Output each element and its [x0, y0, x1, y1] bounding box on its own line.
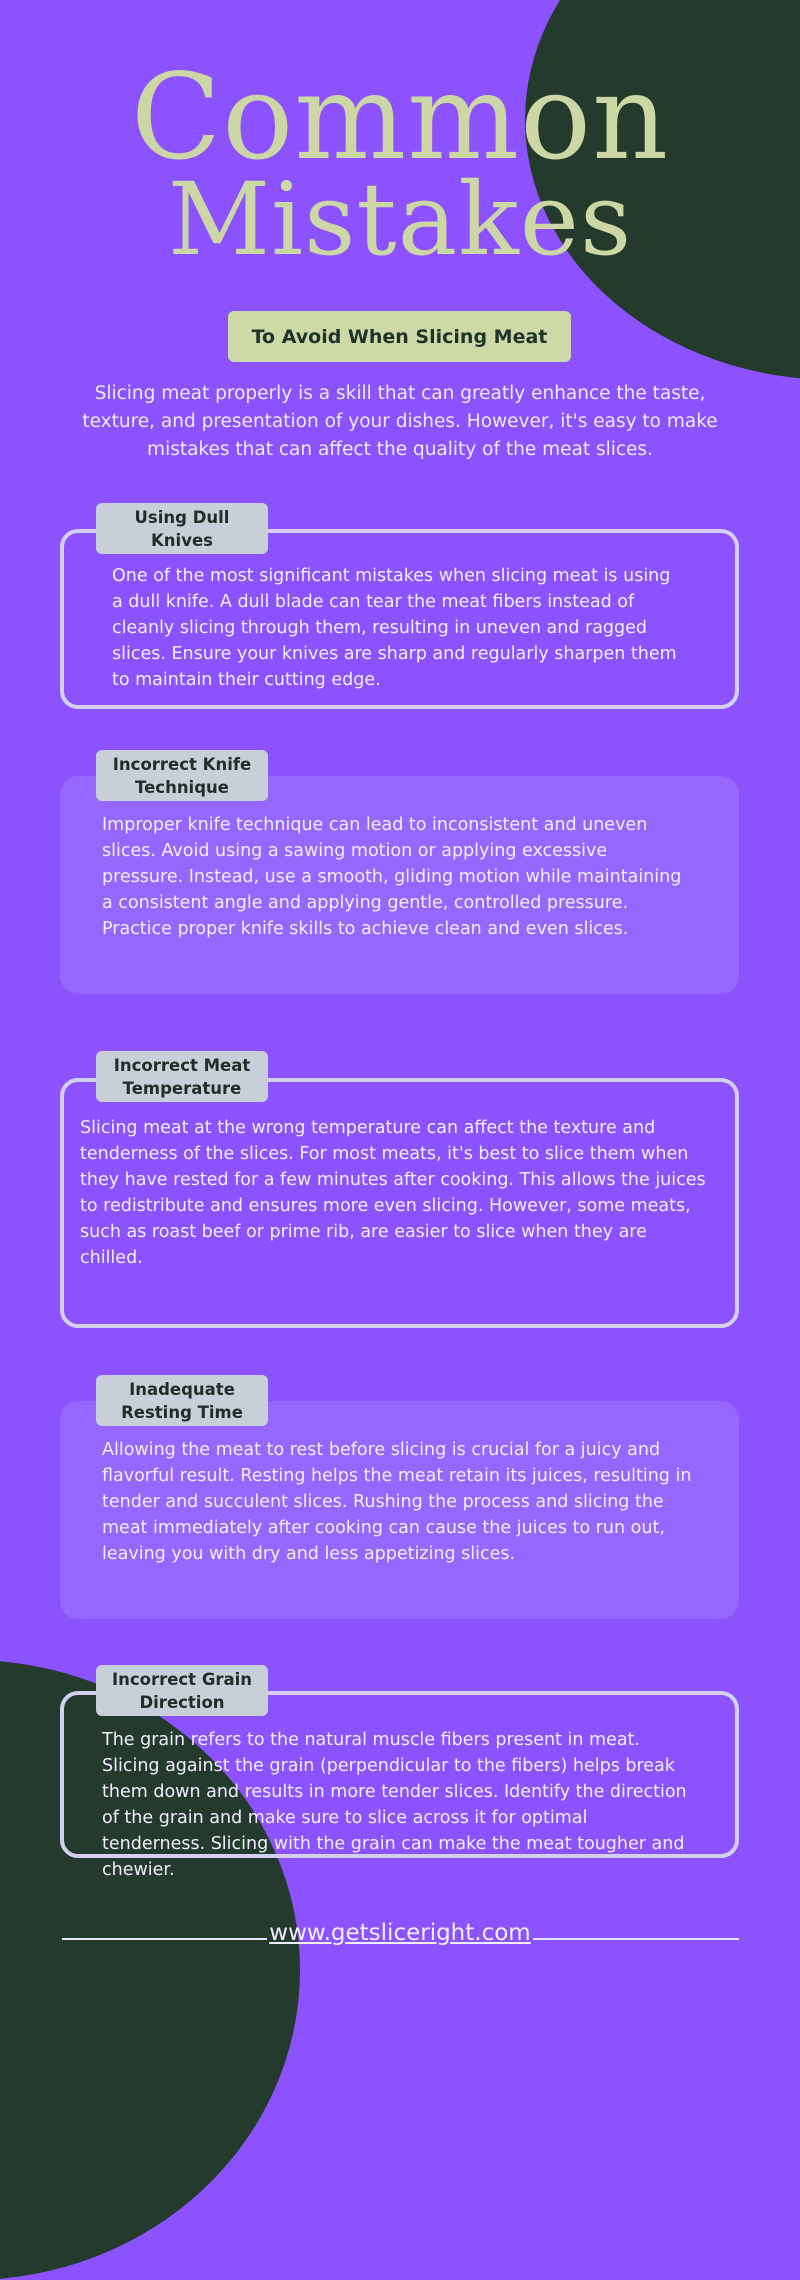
intro-paragraph: Slicing meat properly is a skill that can greatly enhance the taste, texture, and presentation of your dishes. However, it's easy to make mistakes that can affect the quality of the meat slices. [82, 383, 718, 460]
subtitle-badge: To Avoid When Slicing Meat [228, 311, 571, 362]
mistake-body: Allowing the meat to rest before slicing is crucial for a juicy and flavorful result. Resting helps the meat retain its juices, resulting in tender and succulent slices. Rushing the process and slicing the meat immediately after cooking can cause the juices to run out, leaving you with dry and less appetizing slices. [102, 1440, 692, 1564]
mistake-card-meat-temperature [60, 1078, 739, 1328]
mistake-heading-tag: Incorrect Meat Temperature [96, 1051, 268, 1102]
title-line-2: Mistakes [167, 161, 633, 278]
footer-website-link[interactable]: www.getsliceright.com [269, 1920, 531, 1946]
title-line-1: Common [130, 48, 670, 186]
mistake-card-grain-direction [60, 1691, 739, 1880]
mistake-body: Improper knife technique can lead to inconsistent and uneven slices. Avoid using a sawing motion or applying excessive pressure. Instead, use a smooth, gliding motion while maintaining a consistent angle and applying gentle, controlled pressure. Practice proper knife skills to achieve clean and even slices. [102, 815, 682, 939]
mistake-body: The grain refers to the natural muscle fibers present in meat. Slicing against the grain (perpendicular to the fibers) helps break them down and results in more tender slices. Identify the direction of the grain and make sure to slice across it for optimal tenderness. Slicing with the grain can make the meat tougher and chewier. [102, 1730, 687, 1880]
mistake-heading-tag: Incorrect Knife Technique [96, 750, 268, 801]
mistake-heading-tag: Using Dull Knives [96, 503, 268, 554]
mistake-body: One of the most significant mistakes when slicing meat is using a dull knife. A dull blade can tear the meat fibers instead of cleanly slicing through them, resulting in uneven and ragged slices. Ensure your knives are sharp and regularly sharpen them to maintain their cutting edge. [112, 566, 677, 690]
footer-divider-left [62, 1938, 267, 1940]
mistake-heading-tag: Inadequate Resting Time [96, 1375, 268, 1426]
mistake-heading-tag: Incorrect Grain Direction [96, 1665, 268, 1716]
mistake-card-knife-technique [60, 776, 739, 994]
mistake-card-dull-knives [60, 529, 739, 709]
mistake-card-resting-time [60, 1401, 739, 1619]
footer-divider-right [533, 1938, 739, 1940]
mistake-body: Slicing meat at the wrong temperature can affect the texture and tenderness of the slices. For most meats, it's best to slice them when they have rested for a few minutes after cooking. This allows the juices to redistribute and ensures more even slicing. However, some meats, such as roast beef or prime rib, are easier to slice when they are chilled. [80, 1118, 706, 1268]
